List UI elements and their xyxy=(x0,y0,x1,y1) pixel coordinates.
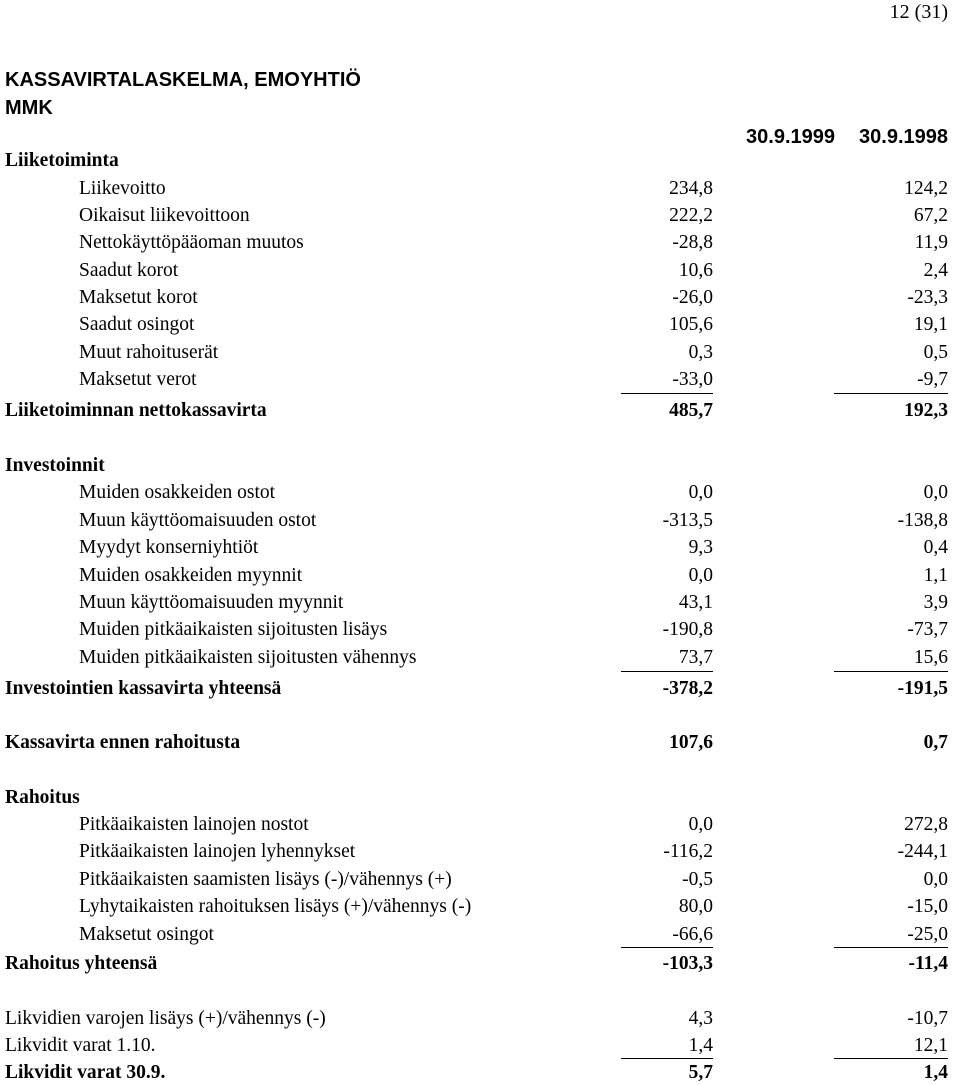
section-heading-rahoitus xyxy=(0,784,960,811)
value-1998: 11,9 xyxy=(914,232,948,253)
row-label: Muun käyttöomaisuuden myynnit xyxy=(79,592,344,613)
page-number: 12 (31) xyxy=(889,1,948,23)
value-1999: -103,3 xyxy=(662,953,713,974)
value-1998: 0,0 xyxy=(923,482,948,503)
table-row xyxy=(0,1005,960,1032)
row-label: Muut rahoituserät xyxy=(79,342,219,363)
value-1999: 222,2 xyxy=(669,205,713,226)
subtotal-rule xyxy=(621,393,713,394)
value-1998: -244,1 xyxy=(897,841,948,862)
value-1998: -25,0 xyxy=(907,924,948,945)
table-row xyxy=(0,202,960,229)
table-row xyxy=(0,589,960,616)
total-row xyxy=(0,675,960,702)
column-header-1998: 30.9.1998 xyxy=(859,126,948,148)
table-row xyxy=(0,811,960,838)
row-label: Nettokäyttöpääoman muutos xyxy=(79,232,304,253)
table-row xyxy=(0,562,960,589)
value-1998: 0,5 xyxy=(923,342,948,363)
table-row xyxy=(0,366,960,393)
value-1999: -190,8 xyxy=(662,619,713,640)
unit-label: MMK xyxy=(5,97,53,119)
value-1999: 9,3 xyxy=(688,537,713,558)
value-1999: 80,0 xyxy=(678,896,713,917)
value-1999: 0,0 xyxy=(688,814,713,835)
value-1999: 0,0 xyxy=(688,565,713,586)
table-row xyxy=(0,534,960,561)
table-row xyxy=(0,229,960,256)
section-heading: Liiketoiminta xyxy=(5,150,119,171)
row-label: Kassavirta ennen rahoitusta xyxy=(5,732,241,753)
table-row xyxy=(0,616,960,643)
value-1999: 234,8 xyxy=(669,178,713,199)
row-label: Likvidien varojen lisäys (+)/vähennys (-) xyxy=(5,1008,326,1029)
value-1998: 0,0 xyxy=(923,869,948,890)
section-heading-investoinnit xyxy=(0,452,960,479)
value-1999: -33,0 xyxy=(672,369,713,390)
table-row xyxy=(0,644,960,671)
row-label: Pitkäaikaisten lainojen lyhennykset xyxy=(79,841,356,862)
value-1998: 0,4 xyxy=(923,537,948,558)
total-row xyxy=(0,729,960,756)
table-row xyxy=(0,507,960,534)
section-heading: Investoinnit xyxy=(5,455,105,476)
value-1998: 0,7 xyxy=(923,732,948,753)
row-label: Liiketoiminnan nettokassavirta xyxy=(5,400,267,421)
table-row xyxy=(0,175,960,202)
value-1999: -26,0 xyxy=(672,287,713,308)
value-1999: -66,6 xyxy=(672,924,713,945)
value-1999: 73,7 xyxy=(678,647,713,668)
value-1999: 0,0 xyxy=(688,482,713,503)
total-row xyxy=(0,397,960,424)
value-1999: 107,6 xyxy=(669,732,713,753)
value-1999: -116,2 xyxy=(663,841,713,862)
row-label: Pitkäaikaisten lainojen nostot xyxy=(79,814,309,835)
subtotal-rule xyxy=(834,947,948,948)
row-label: Maksetut verot xyxy=(79,369,197,390)
value-1999: 485,7 xyxy=(669,400,713,421)
row-label: Investointien kassavirta yhteensä xyxy=(5,678,282,699)
value-1999: 105,6 xyxy=(669,314,713,335)
row-label: Oikaisut liikevoittoon xyxy=(79,205,250,226)
table-row xyxy=(0,284,960,311)
row-label: Likvidit varat 1.10. xyxy=(5,1035,156,1056)
section-heading: Rahoitus xyxy=(5,787,80,808)
value-1999: -313,5 xyxy=(662,510,713,531)
subtotal-rule xyxy=(621,671,713,672)
row-label: Myydyt konserniyhtiöt xyxy=(79,537,259,558)
value-1999: 10,6 xyxy=(678,260,713,281)
value-1998: -138,8 xyxy=(897,510,948,531)
value-1998: -11,4 xyxy=(908,953,948,974)
value-1998: -10,7 xyxy=(907,1008,948,1029)
row-label: Lyhytaikaisten rahoituksen lisäys (+)/vähennys (-) xyxy=(79,896,472,917)
table-row xyxy=(0,479,960,506)
value-1998: 2,4 xyxy=(923,260,948,281)
row-label: Saadut osingot xyxy=(79,314,195,335)
value-1999: 5,7 xyxy=(688,1062,713,1083)
table-row xyxy=(0,838,960,865)
section-heading-liiketoiminta xyxy=(0,147,960,174)
value-1998: -191,5 xyxy=(897,678,948,699)
value-1998: 12,1 xyxy=(913,1035,948,1056)
table-row xyxy=(0,257,960,284)
value-1998: -73,7 xyxy=(907,619,948,640)
table-row xyxy=(0,921,960,948)
subtotal-rule xyxy=(621,947,713,948)
value-1998: 3,9 xyxy=(923,592,948,613)
value-1999: 0,3 xyxy=(688,342,713,363)
table-row xyxy=(0,1032,960,1059)
row-label: Liikevoitto xyxy=(79,178,166,199)
table-row xyxy=(0,311,960,338)
value-1999: 43,1 xyxy=(678,592,713,613)
subtotal-rule xyxy=(834,393,948,394)
row-label: Saadut korot xyxy=(79,260,179,281)
value-1998: 1,1 xyxy=(923,565,948,586)
row-label: Likvidit varat 30.9. xyxy=(5,1062,166,1083)
title-block xyxy=(5,66,361,122)
page-title: KASSAVIRTALASKELMA, EMOYHTIÖ xyxy=(5,69,361,91)
row-label: Muiden osakkeiden ostot xyxy=(79,482,276,503)
value-1999: 1,4 xyxy=(688,1035,713,1056)
row-label: Muiden osakkeiden myynnit xyxy=(79,565,303,586)
value-1998: -9,7 xyxy=(917,369,948,390)
total-row xyxy=(0,1059,960,1086)
value-1999: -0,5 xyxy=(682,869,713,890)
value-1998: -15,0 xyxy=(907,896,948,917)
row-label: Muiden pitkäaikaisten sijoitusten vähennys xyxy=(79,647,417,668)
row-label: Pitkäaikaisten saamisten lisäys (-)/vähennys (+) xyxy=(79,869,452,890)
row-label: Maksetut korot xyxy=(79,287,198,308)
table-row xyxy=(0,339,960,366)
row-label: Muiden pitkäaikaisten sijoitusten lisäys xyxy=(79,619,388,640)
row-label: Rahoitus yhteensä xyxy=(5,953,158,974)
value-1998: -23,3 xyxy=(907,287,948,308)
value-1998: 67,2 xyxy=(913,205,948,226)
table-row xyxy=(0,893,960,920)
value-1999: -28,8 xyxy=(672,232,713,253)
value-1998: 15,6 xyxy=(913,647,948,668)
value-1999: 4,3 xyxy=(688,1008,713,1029)
value-1998: 192,3 xyxy=(904,400,948,421)
value-1998: 1,4 xyxy=(923,1062,948,1083)
row-label: Muun käyttöomaisuuden ostot xyxy=(79,510,317,531)
total-row xyxy=(0,950,960,977)
table-row xyxy=(0,866,960,893)
value-1999: -378,2 xyxy=(662,678,713,699)
value-1998: 272,8 xyxy=(904,814,948,835)
column-header-1999: 30.9.1999 xyxy=(746,126,835,148)
value-1998: 124,2 xyxy=(904,178,948,199)
value-1998: 19,1 xyxy=(913,314,948,335)
row-label: Maksetut osingot xyxy=(79,924,214,945)
subtotal-rule xyxy=(834,671,948,672)
